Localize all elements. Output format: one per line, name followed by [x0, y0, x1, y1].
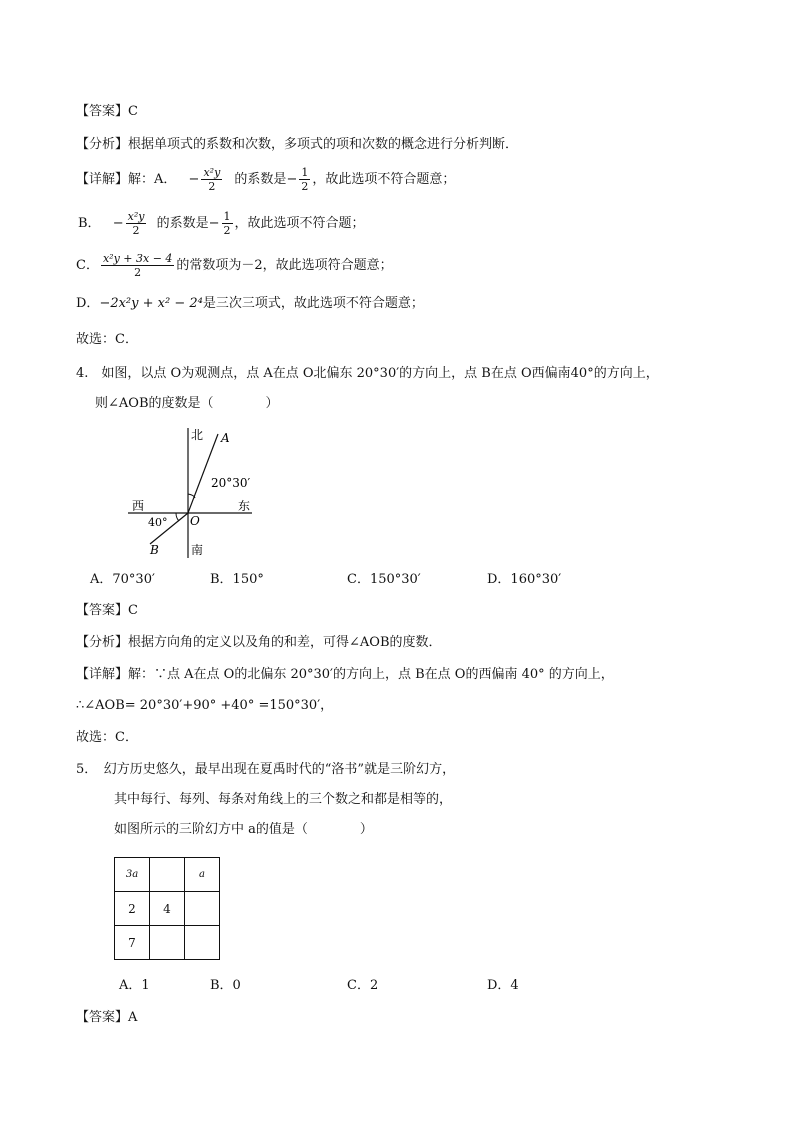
fraction-a: $\frac{\text{x²y}}{2}$ [203, 166, 221, 193]
detail-label: 【详解】 [76, 667, 129, 682]
magic-cell: 3a [115, 858, 150, 892]
q5-stem-line1: 5． 幻方历史悠久，最早出现在夏禹时代的“洛书”就是三阶幻方， [76, 762, 456, 777]
north-label: 北 [191, 428, 204, 442]
d-tail: 是三次三项式，故此选项不符合题意； [202, 296, 424, 311]
q5-option-b: B．0 [210, 978, 241, 993]
angle-arc-b [176, 513, 179, 521]
answer-label: 【答案】 [76, 104, 129, 119]
analysis-label: 【分析】 [76, 137, 129, 152]
detail-text: 解：∵点 A在点 O的北偏东 20°30′的方向上，点 B在点 O的西偏南 40° 的方向上， [128, 667, 614, 682]
q4-detail-line [76, 667, 614, 683]
q4-choose: 故选：C． [76, 730, 138, 745]
q3-answer-line [76, 104, 138, 120]
east-label: 东 [238, 499, 251, 513]
magic-cell [150, 926, 185, 960]
c-prefix: C． [76, 258, 99, 273]
b-mid: 的系数是 [156, 216, 209, 231]
answer-value: C [128, 104, 138, 119]
direction-figure [126, 424, 266, 560]
point-o-label: O [190, 514, 200, 528]
q3-choose: 故选：C． [76, 332, 138, 347]
coef-b: $\frac{1}{2}$ [223, 210, 231, 237]
detail-a-tail: ，故此选项不符合题意； [312, 172, 456, 187]
q3-analysis-line [76, 137, 518, 153]
south-label: 南 [191, 543, 204, 557]
q5-stem-line3: 如图所示的三阶幻方中 a的值是（ ） [114, 822, 373, 837]
answer-label: 【答案】 [76, 603, 129, 618]
q4-option-c: C．150°30′ [347, 572, 421, 587]
detail-a-mid: 的系数是 [234, 172, 287, 187]
analysis-text: 根据方向角的定义以及角的和差，可得∠AOB的度数． [128, 635, 442, 650]
d-prefix: D． [76, 296, 100, 311]
answer-value: A [128, 1010, 138, 1025]
angle-20-30-label: 20°30′ [211, 476, 251, 490]
magic-square [114, 857, 220, 960]
analysis-text: 根据单项式的系数和次数，多项式的项和次数的概念进行分析判断． [128, 137, 519, 152]
q4-analysis-line [76, 635, 442, 651]
answer-value: C [128, 603, 138, 618]
magic-cell: 2 [115, 892, 150, 926]
q5-option-c: C．2 [347, 978, 379, 993]
q5-stem-line2: 其中每行、每列、每条对角线上的三个数之和都是相等的， [114, 792, 453, 807]
c-tail: 的常数项为－2，故此选项符合题意； [176, 258, 393, 273]
magic-cell: 7 [115, 926, 150, 960]
coef-a: $\frac{1}{2}$ [301, 166, 309, 193]
q4-stem-line1: 4. 如图，以点 O为观测点，点 A在点 O北偏东 20°30′的方向上，点 B在点 O西偏南40°的方向上， [76, 366, 659, 381]
fraction-c: $\frac{\text{x²y + 3x − 4}}{2}$ [102, 252, 173, 279]
fraction-b: $\frac{\text{x²y}}{2}$ [127, 210, 145, 237]
magic-cell [185, 892, 220, 926]
q4-stem-line2: 则∠AOB的度数是（ ） [95, 396, 279, 411]
angle-40-label: 40° [148, 516, 168, 529]
magic-cell: a [185, 858, 220, 892]
point-a-label: A [221, 431, 230, 445]
ray-oa [188, 434, 218, 513]
west-label: 西 [132, 499, 145, 513]
q4-option-a: A．70°30′ [90, 572, 155, 587]
b-tail: ，故此选项不符合题； [234, 216, 365, 231]
magic-cell [150, 858, 185, 892]
q3-option-b-line: B． − $\frac{\text{x²y}}{2}$ 的系数是− $\frac{1}{2}$ ，故此选项不符合题； [78, 210, 365, 237]
answer-label: 【答案】 [76, 1010, 129, 1025]
b-prefix: B． [78, 216, 101, 231]
magic-row [115, 892, 220, 926]
q3-option-c-line [76, 252, 393, 279]
magic-cell [185, 926, 220, 960]
q5-option-a: A．1 [119, 978, 150, 993]
q3-detail-a-line: 【详解】解：A． − $\frac{\text{x²y}}{2}$ 的系数是− $\frac{1}{2}$ ，故此选项不符合题意； [76, 166, 456, 193]
q5-answer-line [76, 1010, 137, 1026]
magic-cell: 4 [150, 892, 185, 926]
q4-answer-line [76, 603, 138, 619]
q3-option-d-line [76, 296, 424, 312]
magic-row [115, 858, 220, 892]
magic-row [115, 926, 220, 960]
point-b-label: B [150, 543, 159, 557]
detail-a-prefix: 解：A． [128, 172, 177, 187]
q4-option-b: B．150° [210, 572, 264, 587]
q5-option-d: D．4 [487, 978, 519, 993]
d-expression: −2x²y + x² − 2⁴ [99, 296, 203, 311]
q4-option-d: D．160°30′ [487, 572, 562, 587]
q4-therefore-line: ∴∠AOB= 20°30′+90° +40° =150°30′， [76, 698, 334, 713]
analysis-label: 【分析】 [76, 635, 129, 650]
detail-label: 【详解】 [76, 172, 129, 187]
